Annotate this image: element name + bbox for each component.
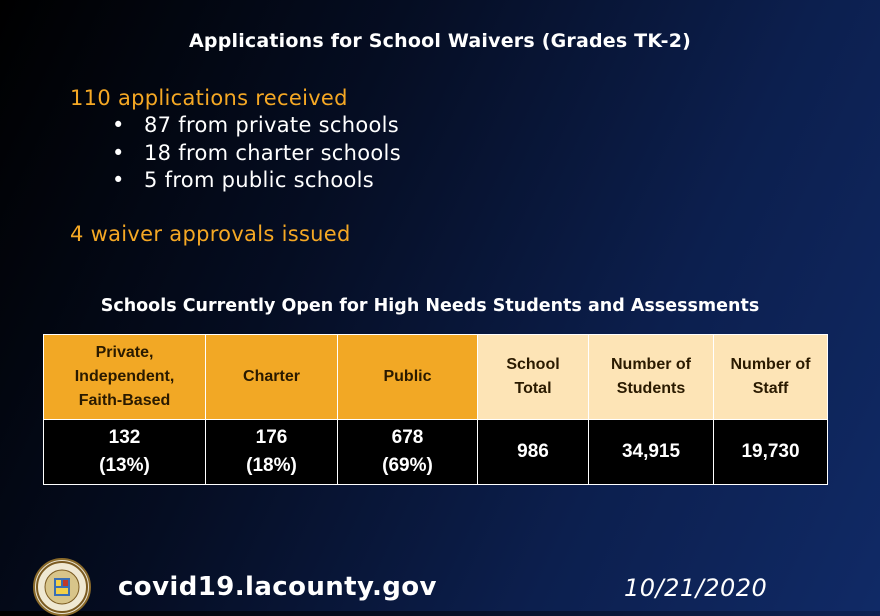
cell-percent: (13%) [99,455,150,476]
header-school-total [478,335,589,420]
cell-percent: (69%) [382,455,433,476]
cell-private [44,420,206,485]
header-charter: Charter [206,335,338,420]
cell-count: 678 [391,427,424,448]
header-public: Public [338,335,478,420]
table-header-row [44,335,828,420]
cell-percent: (18%) [246,455,297,476]
header-text: Faith-Based [78,392,171,409]
cell-charter [206,420,338,485]
cell-public [338,420,478,485]
applications-breakdown-list [112,112,401,195]
bullet-icon: • [112,140,125,165]
bullet-icon: • [112,113,125,137]
header-students [589,335,714,420]
header-text: Private, [95,344,154,361]
list-item [112,140,401,168]
list-item-text: 5 from public schools [144,168,375,192]
list-item [112,112,401,140]
slide-title: Applications for School Waivers (Grades TK-2) [188,30,691,52]
county-seal-graphic [35,560,89,614]
schools-open-table [43,334,828,485]
bullet-icon: • [112,168,125,192]
cell-school-total: 986 [478,420,589,485]
header-text: School [506,356,560,373]
table-title: Schools Currently Open for High Needs Students and Assessments [100,296,760,316]
applications-received: 110 applications received [70,86,348,110]
header-staff [714,335,828,420]
cell-students: 34,915 [589,420,714,485]
cell-count: 132 [108,427,141,448]
header-text: Students [616,380,686,397]
header-text: Independent, [74,368,175,385]
header-text: Total [514,380,552,397]
header-text: Number of [611,356,691,373]
county-seal-icon [33,558,91,616]
slide-date: 10/21/2020 [624,574,768,602]
waiver-approvals: 4 waiver approvals issued [70,222,351,246]
header-private [44,335,206,420]
list-item-text: 18 from charter schools [144,140,401,165]
list-item [112,167,401,195]
header-text: Number of [730,356,811,373]
list-item-text: 87 from private schools [144,113,400,137]
website-url: covid19.lacounty.gov [118,572,437,602]
table-row [44,420,828,485]
header-text: Staff [752,380,789,397]
cell-count: 176 [255,427,288,448]
cell-staff: 19,730 [714,420,828,485]
